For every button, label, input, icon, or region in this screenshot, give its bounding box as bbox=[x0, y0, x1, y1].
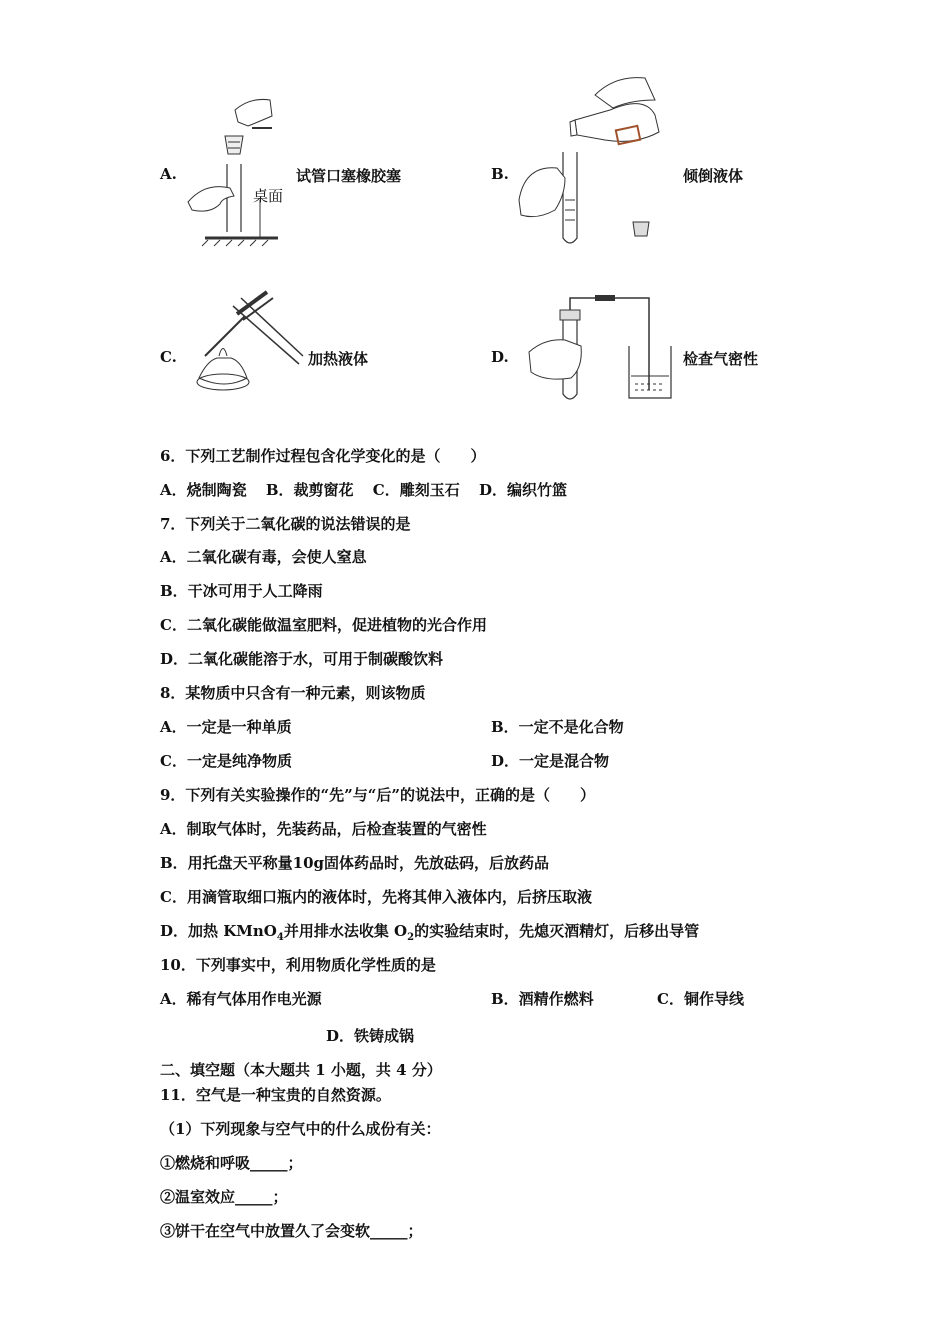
figure-a-table-label: 桌面 bbox=[253, 187, 284, 205]
q9-option-c: C．用滴管取细口瓶内的液体时，先将其伸入液体内，后挤压取液 bbox=[160, 888, 592, 906]
q7-stem: 7．下列关于二氧化碳的说法错误的是 bbox=[160, 515, 411, 533]
q7-option-a: A．二氧化碳有毒，会使人窒息 bbox=[160, 548, 367, 566]
q7-option-d: D．二氧化碳能溶于水，可用于制碳酸饮料 bbox=[160, 650, 444, 668]
q7-option-b: B．干冰可用于人工降雨 bbox=[160, 582, 323, 600]
figure-a-caption: 试管口塞橡胶塞 bbox=[296, 167, 402, 185]
q9-option-a: A．制取气体时，先装药品，后检查装置的气密性 bbox=[160, 820, 487, 838]
figure-d-caption: 检查气密性 bbox=[683, 350, 759, 368]
q9-stem: 9．下列有关实验操作的“先”与“后”的说法中，正确的是（ ） bbox=[160, 786, 595, 804]
q10-option-a: A．稀有气体用作电光源 bbox=[160, 990, 322, 1008]
figure-a-illustration bbox=[180, 92, 290, 247]
q6-option-b: B．裁剪窗花 bbox=[265, 481, 354, 499]
q11-item-1: ①燃烧和呼吸_____； bbox=[160, 1154, 303, 1172]
figure-a-letter: A. bbox=[160, 165, 177, 183]
q8-stem: 8．某物质中只含有一种元素，则该物质 bbox=[160, 684, 426, 702]
q9-option-d-sub1: 4 bbox=[276, 932, 284, 943]
figure-b-illustration bbox=[515, 70, 665, 250]
q9-option-b: B．用托盘天平称量10g固体药品时，先放砝码，后放药品 bbox=[160, 854, 550, 872]
figure-c-caption: 加热液体 bbox=[308, 350, 369, 368]
q6-stem: 6．下列工艺制作过程包含化学变化的是（ ） bbox=[160, 447, 486, 465]
q11-sub1: （1）下列现象与空气中的什么成份有关： bbox=[160, 1120, 441, 1138]
figure-d-illustration bbox=[525, 290, 685, 405]
q6-options bbox=[160, 479, 567, 500]
q9-option-d-part3: 的实验结束时，先熄灭酒精灯，后移出导管 bbox=[414, 922, 700, 940]
q11-item-3: ③饼干在空气中放置久了会变软_____； bbox=[160, 1222, 423, 1240]
figure-b-caption: 倾倒液体 bbox=[683, 167, 744, 185]
q8-option-a: A．一定是一种单质 bbox=[160, 718, 292, 736]
q6-option-a: A．烧制陶瓷 bbox=[160, 481, 247, 499]
q9-option-d-sub2: 2 bbox=[407, 932, 415, 943]
q9-option-d-part1: D．加热 KMnO bbox=[160, 922, 277, 940]
q10-stem: 10．下列事实中，利用物质化学性质的是 bbox=[160, 956, 436, 974]
q7-option-c: C．二氧化碳能做温室肥料，促进植物的光合作用 bbox=[160, 616, 487, 634]
q9-option-d bbox=[160, 920, 699, 943]
q10-option-b: B．酒精作燃料 bbox=[491, 990, 594, 1008]
q8-option-c: C．一定是纯净物质 bbox=[160, 752, 292, 770]
q8-option-b: B．一定不是化合物 bbox=[491, 718, 624, 736]
section2-heading: 二、填空题（本大题共 1 小题，共 4 分） bbox=[160, 1061, 442, 1079]
q11-stem: 11．空气是一种宝贵的自然资源。 bbox=[160, 1086, 391, 1104]
figure-d-letter: D. bbox=[491, 348, 509, 366]
figure-c-letter: C. bbox=[160, 348, 177, 366]
q10-option-c: C．铜作导线 bbox=[657, 990, 744, 1008]
q6-option-d: D．编织竹篮 bbox=[478, 481, 567, 499]
figure-b-letter: B. bbox=[491, 165, 509, 183]
q8-option-d: D．一定是混合物 bbox=[491, 752, 610, 770]
q6-option-c: C．雕刻玉石 bbox=[372, 481, 460, 499]
q10-option-d: D．铁铸成锅 bbox=[326, 1027, 415, 1045]
q11-item-2: ②温室效应_____； bbox=[160, 1188, 288, 1206]
q9-option-d-part2: 并用排水法收集 O bbox=[283, 922, 408, 940]
figure-c-illustration bbox=[185, 286, 305, 401]
